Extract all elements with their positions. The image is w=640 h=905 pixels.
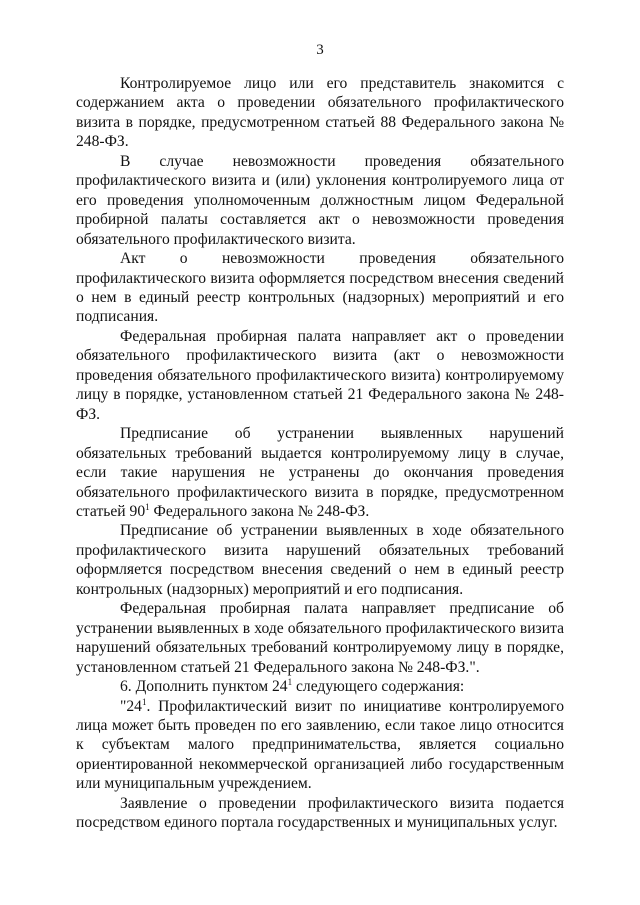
paragraph xyxy=(76,424,564,521)
paragraph-text: "24 xyxy=(120,697,142,715)
paragraph-text: . Профилактический визит по инициативе контролируемого лица может быть проведен по его заявлению, если такое лицо относится к субъектам малого предпринимательства, является социально ориентированной некоммерческой организацией либо государственным или муниципальным учреждением. xyxy=(76,697,564,793)
superscript: 1 xyxy=(141,696,147,707)
paragraph: В случае невозможности проведения обязательного профилактического визита и (или) уклонения контролируемого лица от его проведения уполномоченным должностным лицом Федеральной пробирной палаты составляется акт о невозможности проведения обязательного профилактического визита. xyxy=(76,152,564,248)
page-number: 3 xyxy=(316,42,324,58)
paragraph: Федеральная пробирная палата направляет предписание об устранении выявленных в ходе обязательного профилактического визита нарушений обязательных требований контролируемому лицу в порядке, установленном статьей 21 Федерального закона № 248-ФЗ.". xyxy=(76,600,564,676)
paragraph-text: 6. Дополнить пунктом 24 xyxy=(120,678,288,696)
paragraph-text: Предписание об устранении выявленных нарушений обязательных требований выдается контролируемому лицу в случае, если такие нарушения не устранены до окончания проведения обязательного профилактического визита в порядке, предусмотренном статьей 90 xyxy=(76,425,564,520)
paragraph: Федеральная пробирная палата направляет акт о проведении обязательного профилактического визита (акт о невозможности проведения обязательного профилактического визита) контролируемому лицу в порядке, установленном статьей 21 Федерального закона № 248-ФЗ. xyxy=(76,327,564,423)
paragraph: Акт о невозможности проведения обязательного профилактического визита оформляется посредством внесения сведений о нем в единый реестр контрольных (надзорных) мероприятий и его подписания. xyxy=(76,250,564,326)
superscript: 1 xyxy=(145,501,150,512)
paragraph-text: Федерального закона № 248-ФЗ. xyxy=(149,502,370,520)
document-body xyxy=(76,74,564,833)
paragraph xyxy=(76,697,564,794)
paragraph: Контролируемое лицо или его представитель знакомится с содержанием акта о проведении обязательного профилактического визита в порядке, предусмотренном статьей 88 Федерального закона № 248-ФЗ. xyxy=(76,75,564,151)
superscript: 1 xyxy=(287,677,293,688)
paragraph xyxy=(76,677,564,696)
paragraph: Заявление о проведении профилактического визита подается посредством единого портала государственных и муниципальных услуг. xyxy=(76,794,564,832)
paragraph-text: следующего содержания: xyxy=(292,678,465,696)
paragraph: Предписание об устранении выявленных в ходе обязательного профилактического визита нарушений обязательных требований оформляется посредством внесения сведений о нем в единый реестр контрольных (надзорных) мероприятий и его подписания. xyxy=(76,522,564,598)
